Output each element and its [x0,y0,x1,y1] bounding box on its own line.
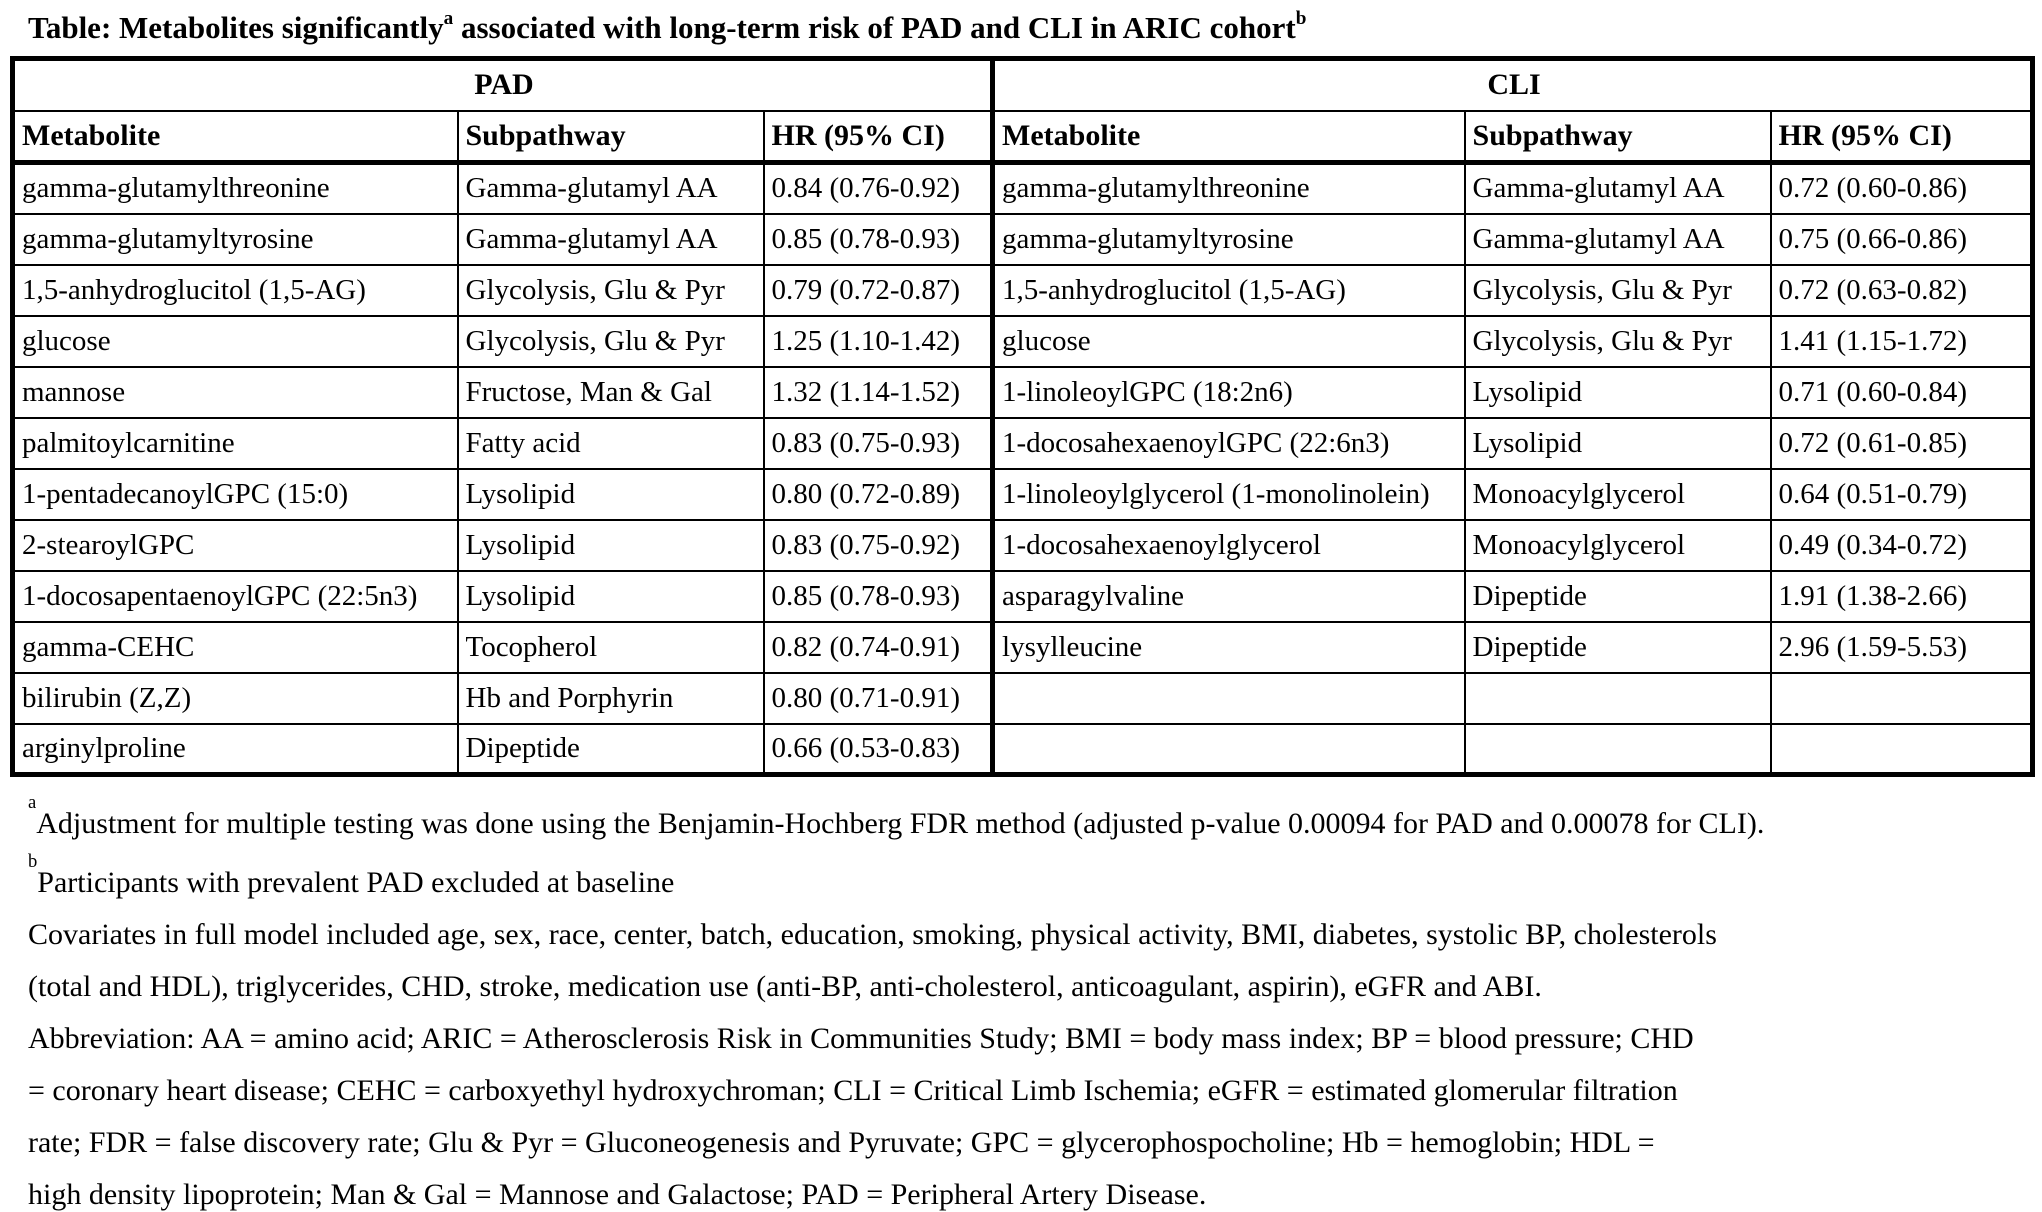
cli-subpathway-cell [1465,673,1771,724]
pad-hr-cell: 1.25 (1.10-1.42) [764,316,993,367]
title-text-start: Table: Metabolites significantly [28,10,444,45]
metabolites-table [10,56,2035,777]
pad-subpathway-cell: Lysolipid [458,571,764,622]
footnote-b-marker: b [28,851,38,873]
footnote-a [28,791,2032,850]
cli-metabolite-header: Metabolite [993,111,1465,163]
table-row [13,367,2033,418]
footnote-b-text: Participants with prevalent PAD excluded at baseline [37,866,675,899]
pad-subpathway-cell: Gamma-glutamyl AA [458,214,764,265]
cli-hr-cell: 2.96 (1.59-5.53) [1771,622,2033,673]
pad-metabolite-cell: 1,5-anhydroglucitol (1,5-AG) [13,265,458,316]
cli-subpathway-cell: Gamma-glutamyl AA [1465,163,1771,214]
pad-group-header: PAD [13,59,993,111]
cli-hr-cell [1771,673,2033,724]
table-row [13,724,2033,775]
cli-metabolite-cell: 1-linoleoylGPC (18:2n6) [993,367,1465,418]
table-row [13,673,2033,724]
footnotes-section [28,791,2032,1212]
cli-subpathway-cell: Lysolipid [1465,418,1771,469]
abbreviation-line-4: high density lipoprotein; Man & Gal = Mannose and Galactose; PAD = Peripheral Artery Disease. [28,1178,1207,1211]
abbreviation-line-3: rate; FDR = false discovery rate; Glu & Pyr = Gluconeogenesis and Pyruvate; GPC = glycerophospocholine; Hb = hemoglobin; HDL = [28,1126,1655,1159]
pad-subpathway-cell: Tocopherol [458,622,764,673]
table-row [13,571,2033,622]
pad-subpathway-cell: Lysolipid [458,520,764,571]
cli-subpathway-cell: Glycolysis, Glu & Pyr [1465,265,1771,316]
footnote-a-marker: a [28,792,37,814]
table-row [13,265,2033,316]
abbreviation-line-1: Abbreviation: AA = amino acid; ARIC = Atherosclerosis Risk in Communities Study; BMI = body mass index; BP = blood pressure; CHD [28,1022,1694,1055]
cli-hr-cell: 0.72 (0.63-0.82) [1771,265,2033,316]
pad-hr-cell: 0.80 (0.71-0.91) [764,673,993,724]
pad-hr-cell: 0.80 (0.72-0.89) [764,469,993,520]
table-row [13,316,2033,367]
cli-hr-cell: 0.75 (0.66-0.86) [1771,214,2033,265]
cli-metabolite-cell: lysylleucine [993,622,1465,673]
cli-hr-cell: 1.41 (1.15-1.72) [1771,316,2033,367]
pad-hr-header: HR (95% CI) [764,111,993,163]
table-title [28,7,2032,46]
cli-group-header: CLI [993,59,2033,111]
cli-metabolite-cell: asparagylvaline [993,571,1465,622]
pad-subpathway-cell: Fatty acid [458,418,764,469]
covariates-line-2: (total and HDL), triglycerides, CHD, stroke, medication use (anti-BP, anti-cholesterol, anticoagulant, aspirin), eGFR and ABI. [28,970,1542,1003]
cli-metabolite-cell: glucose [993,316,1465,367]
cli-subpathway-cell: Monoacylglycerol [1465,469,1771,520]
table-row [13,163,2033,214]
pad-hr-cell: 0.79 (0.72-0.87) [764,265,993,316]
pad-subpathway-cell: Gamma-glutamyl AA [458,163,764,214]
pad-hr-cell: 0.85 (0.78-0.93) [764,571,993,622]
pad-hr-cell: 0.83 (0.75-0.93) [764,418,993,469]
pad-hr-cell: 0.82 (0.74-0.91) [764,622,993,673]
pad-metabolite-cell: 1-pentadecanoylGPC (15:0) [13,469,458,520]
title-text-middle: associated with long-term risk of PAD and CLI in ARIC cohort [453,10,1296,45]
pad-hr-cell: 0.84 (0.76-0.92) [764,163,993,214]
cli-metabolite-cell: 1,5-anhydroglucitol (1,5-AG) [993,265,1465,316]
cli-metabolite-cell: 1-docosahexaenoylGPC (22:6n3) [993,418,1465,469]
pad-metabolite-cell: bilirubin (Z,Z) [13,673,458,724]
pad-subpathway-cell: Fructose, Man & Gal [458,367,764,418]
pad-hr-cell: 0.85 (0.78-0.93) [764,214,993,265]
cli-subpathway-cell: Lysolipid [1465,367,1771,418]
cli-metabolite-cell [993,724,1465,775]
cli-subpathway-header: Subpathway [1465,111,1771,163]
cli-metabolite-cell: gamma-glutamyltyrosine [993,214,1465,265]
cli-hr-cell: 0.71 (0.60-0.84) [1771,367,2033,418]
pad-metabolite-cell: glucose [13,316,458,367]
table-row [13,418,2033,469]
cli-hr-header: HR (95% CI) [1771,111,2033,163]
pad-metabolite-cell: gamma-glutamylthreonine [13,163,458,214]
pad-metabolite-cell: arginylproline [13,724,458,775]
pad-subpathway-cell: Glycolysis, Glu & Pyr [458,265,764,316]
cli-metabolite-cell: gamma-glutamylthreonine [993,163,1465,214]
cli-hr-cell [1771,724,2033,775]
cli-subpathway-cell: Glycolysis, Glu & Pyr [1465,316,1771,367]
cli-hr-cell: 1.91 (1.38-2.66) [1771,571,2033,622]
cli-subpathway-cell: Monoacylglycerol [1465,520,1771,571]
cli-metabolite-cell: 1-docosahexaenoylglycerol [993,520,1465,571]
pad-hr-cell: 0.66 (0.53-0.83) [764,724,993,775]
cli-hr-cell: 0.64 (0.51-0.79) [1771,469,2033,520]
cli-subpathway-cell: Gamma-glutamyl AA [1465,214,1771,265]
table-row [13,469,2033,520]
cli-hr-cell: 0.72 (0.60-0.86) [1771,163,2033,214]
pad-metabolite-cell: gamma-CEHC [13,622,458,673]
cli-subpathway-cell: Dipeptide [1465,622,1771,673]
cli-hr-cell: 0.49 (0.34-0.72) [1771,520,2033,571]
cli-hr-cell: 0.72 (0.61-0.85) [1771,418,2033,469]
title-superscript-a: a [443,7,454,29]
table-row [13,520,2033,571]
column-header-row [13,111,2033,163]
pad-metabolite-cell: mannose [13,367,458,418]
footnote-a-text: Adjustment for multiple testing was done using the Benjamin-Hochberg FDR method (adjusted p-value 0.00094 for PAD and 0.00078 for CLI). [36,807,1765,840]
pad-metabolite-cell: gamma-glutamyltyrosine [13,214,458,265]
covariates-line-1: Covariates in full model included age, sex, race, center, batch, education, smoking, physical activity, BMI, diabetes, systolic BP, cholesterols [28,918,1717,951]
table-row [13,622,2033,673]
pad-subpathway-cell: Hb and Porphyrin [458,673,764,724]
pad-subpathway-cell: Lysolipid [458,469,764,520]
table-row [13,214,2033,265]
cli-metabolite-cell [993,673,1465,724]
group-header-row [13,59,2033,111]
cli-subpathway-cell: Dipeptide [1465,571,1771,622]
pad-metabolite-header: Metabolite [13,111,458,163]
pad-hr-cell: 1.32 (1.14-1.52) [764,367,993,418]
cli-subpathway-cell [1465,724,1771,775]
cli-metabolite-cell: 1-linoleoylglycerol (1-monolinolein) [993,469,1465,520]
pad-subpathway-header: Subpathway [458,111,764,163]
pad-metabolite-cell: 2-stearoylGPC [13,520,458,571]
title-superscript-b: b [1295,7,1307,29]
pad-metabolite-cell: palmitoylcarnitine [13,418,458,469]
footnote-b [28,850,2032,909]
pad-metabolite-cell: 1-docosapentaenoylGPC (22:5n3) [13,571,458,622]
pad-subpathway-cell: Glycolysis, Glu & Pyr [458,316,764,367]
pad-subpathway-cell: Dipeptide [458,724,764,775]
pad-hr-cell: 0.83 (0.75-0.92) [764,520,993,571]
abbreviation-line-2: = coronary heart disease; CEHC = carboxyethyl hydroxychroman; CLI = Critical Limb Ischemia; eGFR = estimated glomerular filtration [28,1074,1678,1107]
